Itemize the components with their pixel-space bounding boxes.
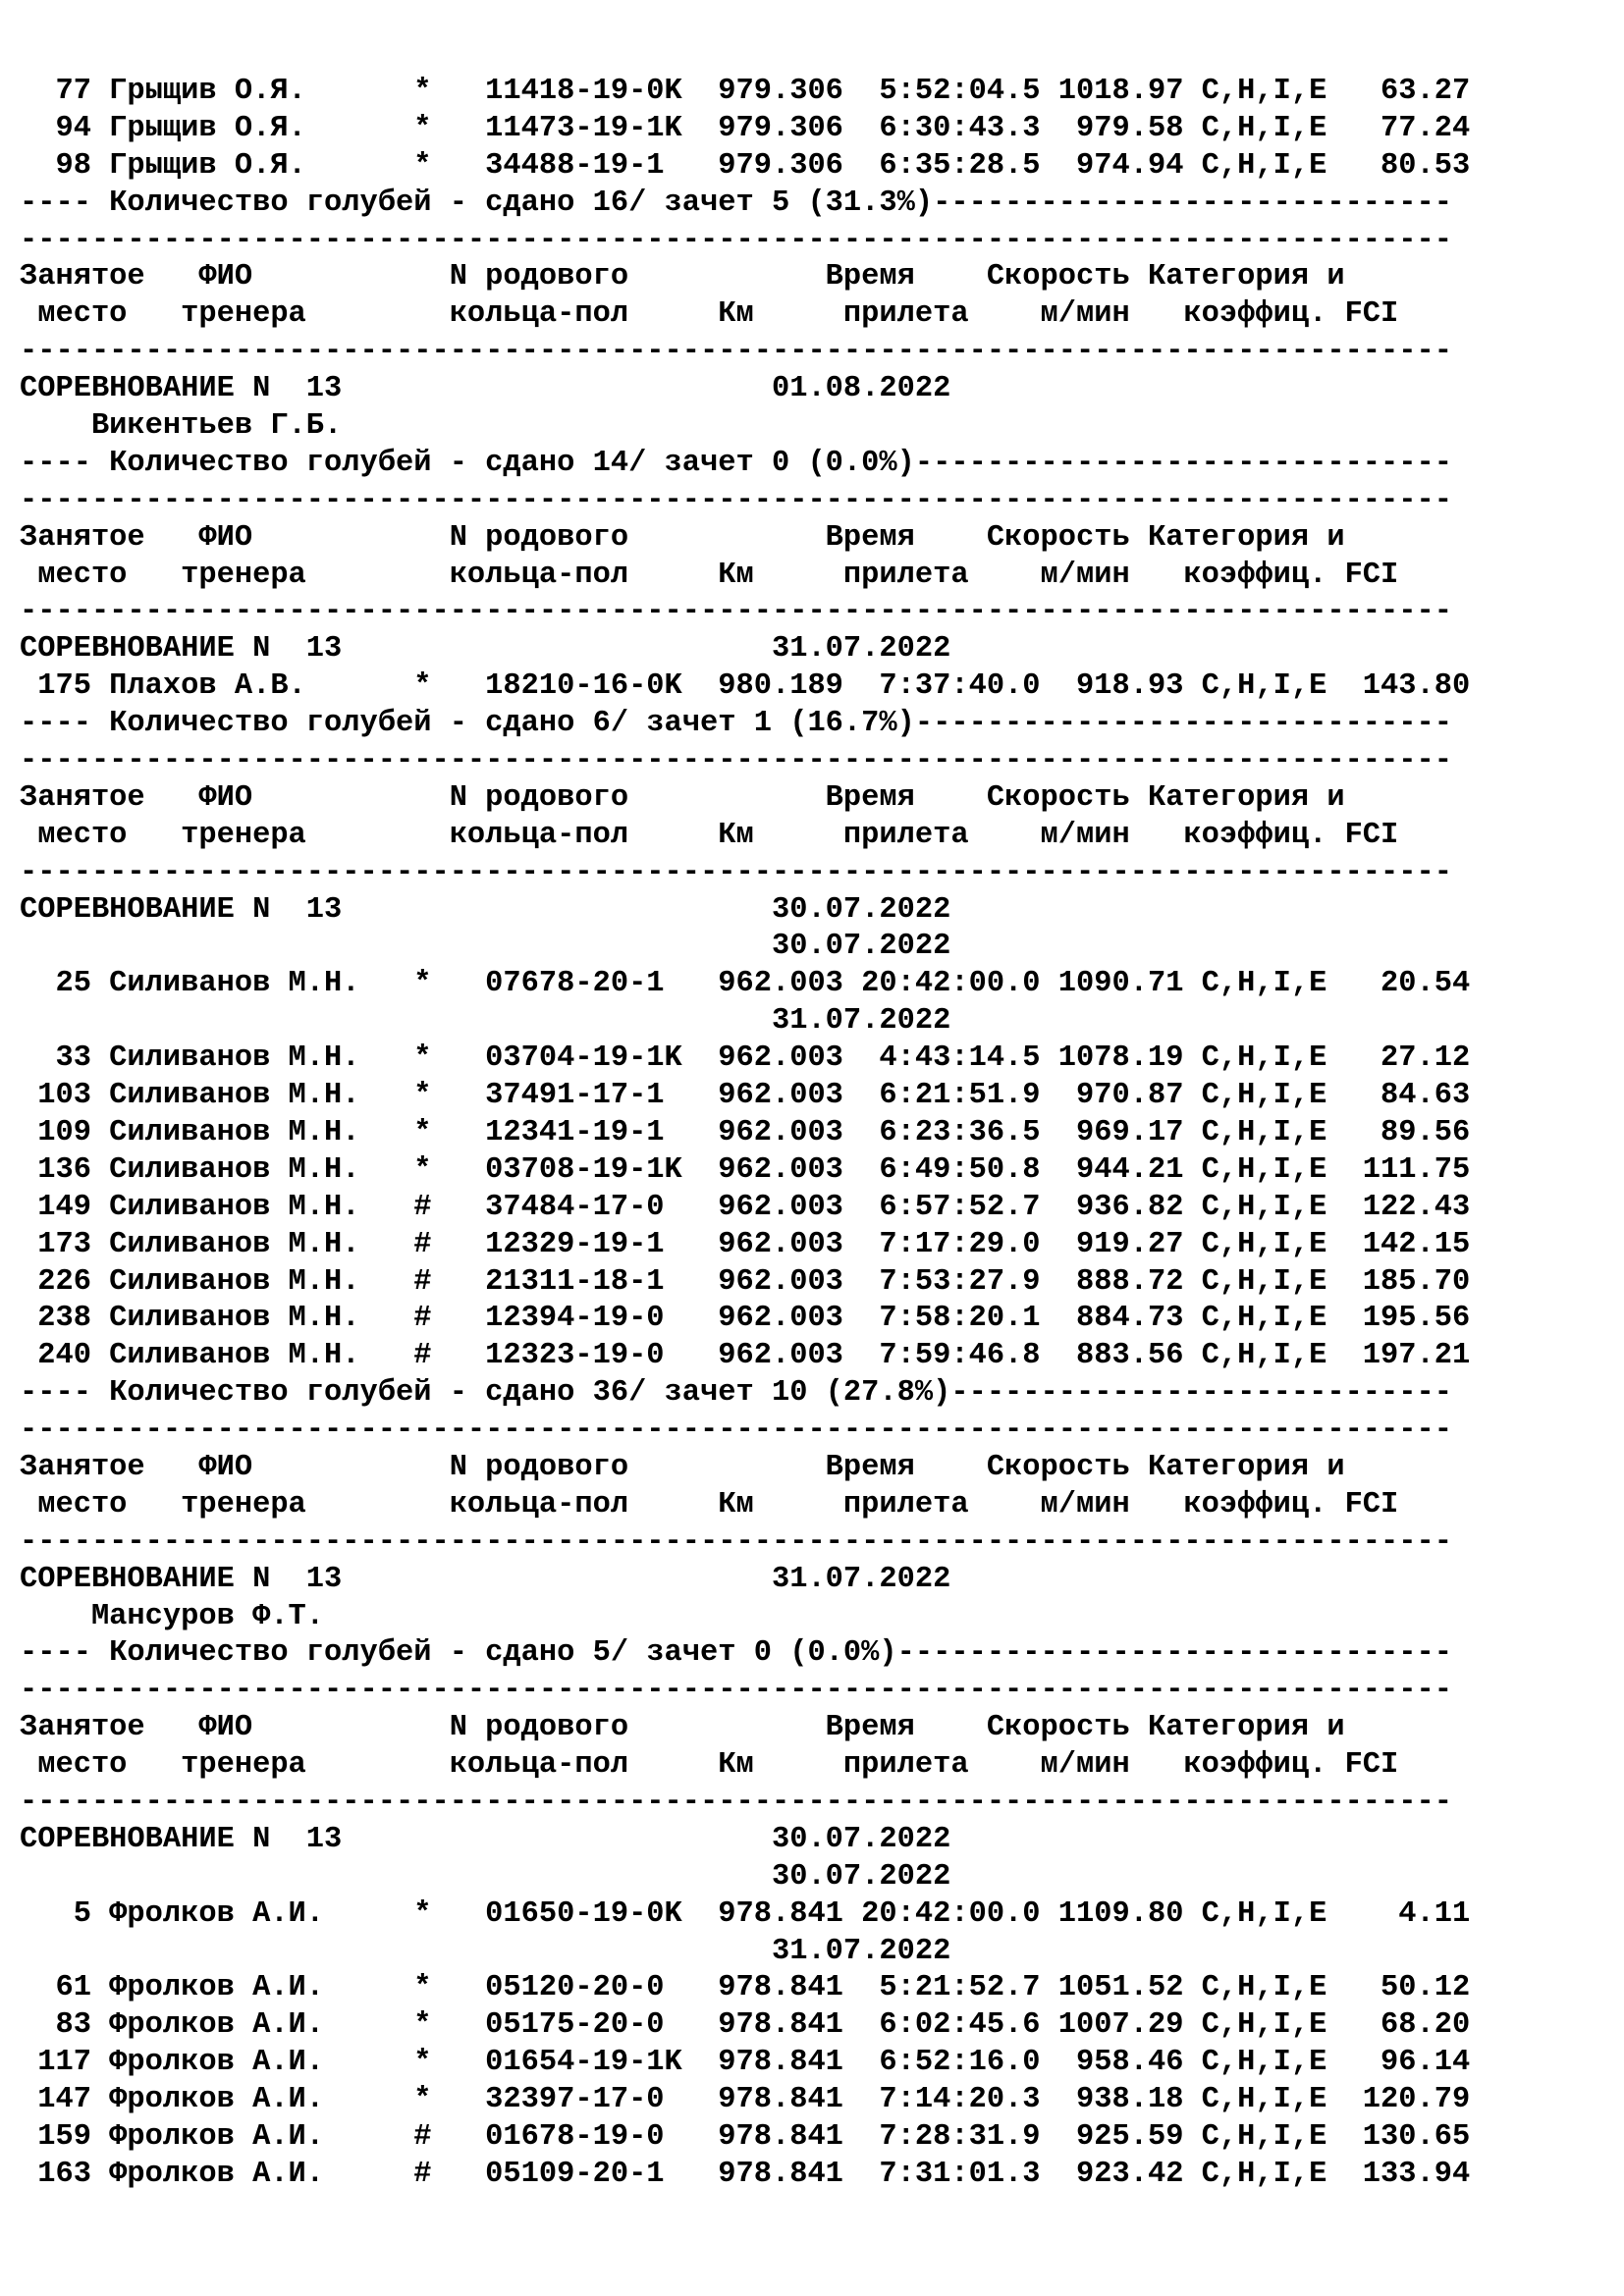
report-line: Занятое ФИО N родового Время Скорость Категория и: [20, 1450, 1345, 1484]
report-line: ---- Количество голубей - сдано 14/ зачет 0 (0.0%)------------------------------: [20, 446, 1452, 480]
report-line: 94 Грыщив О.Я. * 11473-19-1K 979.306 6:30:43.3 979.58 C,H,I,E 77.24: [20, 111, 1471, 145]
report-line: --------------------------------------------------------------------------------: [20, 1674, 1452, 1708]
report-line: место тренера кольца-пол Км прилета м/мин коэффиц. FCI: [20, 297, 1399, 332]
report-line: СОРЕВНОВАНИЕ N 13 30.07.2022: [20, 1822, 951, 1856]
report-line: 5 Фролков А.И. * 01650-19-0K 978.841 20:42:00.0 1109.80 C,H,I,E 4.11: [20, 1896, 1471, 1931]
report-line: Занятое ФИО N родового Время Скорость Категория и: [20, 260, 1345, 294]
report-line: 163 Фролков А.И. # 05109-20-1 978.841 7:31:01.3 923.42 C,H,I,E 133.94: [20, 2157, 1471, 2191]
report-line: 238 Силиванов М.Н. # 12394-19-0 962.003 7:58:20.1 884.73 C,H,I,E 195.56: [20, 1302, 1471, 1336]
report-line: Викентьев Г.Б.: [20, 409, 343, 444]
report-line: --------------------------------------------------------------------------------: [20, 744, 1452, 778]
report-line: --------------------------------------------------------------------------------: [20, 335, 1452, 369]
report-line: 61 Фролков А.И. * 05120-20-0 978.841 5:21:52.7 1051.52 C,H,I,E 50.12: [20, 1971, 1471, 2005]
report-line: место тренера кольца-пол Км прилета м/мин коэффиц. FCI: [20, 1487, 1399, 1522]
report-line: 109 Силиванов М.Н. * 12341-19-1 962.003 6:23:36.5 969.17 C,H,I,E 89.56: [20, 1115, 1471, 1149]
report-line: --------------------------------------------------------------------------------: [20, 855, 1452, 889]
report-line: 31.07.2022: [20, 1934, 951, 1968]
report-line: Мансуров Ф.Т.: [20, 1599, 325, 1633]
report-line: 25 Силиванов М.Н. * 07678-20-1 962.003 20:42:00.0 1090.71 C,H,I,E 20.54: [20, 967, 1471, 1001]
report-line: 175 Плахов А.В. * 18210-16-0K 980.189 7:37:40.0 918.93 C,H,I,E 143.80: [20, 669, 1471, 704]
report-line: СОРЕВНОВАНИЕ N 13 31.07.2022: [20, 632, 951, 667]
report-line: 147 Фролков А.И. * 32397-17-0 978.841 7:14:20.3 938.18 C,H,I,E 120.79: [20, 2083, 1471, 2117]
report-line: --------------------------------------------------------------------------------: [20, 1524, 1452, 1559]
report-line: --------------------------------------------------------------------------------: [20, 1414, 1452, 1448]
report-line: --------------------------------------------------------------------------------: [20, 223, 1452, 257]
report-line: место тренера кольца-пол Км прилета м/мин коэффиц. FCI: [20, 818, 1399, 852]
report-line: --------------------------------------------------------------------------------: [20, 1785, 1452, 1819]
report-line: Занятое ФИО N родового Время Скорость Категория и: [20, 520, 1345, 555]
report-line: 30.07.2022: [20, 1859, 951, 1894]
report-line: Занятое ФИО N родового Время Скорость Категория и: [20, 780, 1345, 815]
report-line: ---- Количество голубей - сдано 5/ зачет 0 (0.0%)-------------------------------: [20, 1636, 1452, 1671]
report-line: 240 Силиванов М.Н. # 12323-19-0 962.003 7:59:46.8 883.56 C,H,I,E 197.21: [20, 1339, 1471, 1373]
report-line: ---- Количество голубей - сдано 36/ зачет 10 (27.8%)----------------------------: [20, 1376, 1452, 1411]
report-line: 149 Силиванов М.Н. # 37484-17-0 962.003 6:57:52.7 936.82 C,H,I,E 122.43: [20, 1190, 1471, 1224]
report-line: 159 Фролков А.И. # 01678-19-0 978.841 7:28:31.9 925.59 C,H,I,E 130.65: [20, 2119, 1471, 2154]
report-line: 31.07.2022: [20, 1004, 951, 1039]
report-line: --------------------------------------------------------------------------------: [20, 595, 1452, 629]
report-line: 103 Силиванов М.Н. * 37491-17-1 962.003 6:21:51.9 970.87 C,H,I,E 84.63: [20, 1079, 1471, 1113]
report-line: 30.07.2022: [20, 930, 951, 964]
report-line: место тренера кольца-пол Км прилета м/мин коэффиц. FCI: [20, 1748, 1399, 1783]
report-line: 83 Фролков А.И. * 05175-20-0 978.841 6:02:45.6 1007.29 C,H,I,E 68.20: [20, 2008, 1471, 2043]
report-line: СОРЕВНОВАНИЕ N 13 01.08.2022: [20, 372, 951, 406]
report-line: СОРЕВНОВАНИЕ N 13 30.07.2022: [20, 892, 951, 927]
report-line: --------------------------------------------------------------------------------: [20, 483, 1452, 517]
report-line: 33 Силиванов М.Н. * 03704-19-1K 962.003 4:43:14.5 1078.19 C,H,I,E 27.12: [20, 1041, 1471, 1076]
report-line: ---- Количество голубей - сдано 16/ зачет 5 (31.3%)-----------------------------: [20, 186, 1452, 220]
report-line: 136 Силиванов М.Н. * 03708-19-1K 962.003 6:49:50.8 944.21 C,H,I,E 111.75: [20, 1152, 1471, 1187]
report-line: 98 Грыщив О.Я. * 34488-19-1 979.306 6:35:28.5 974.94 C,H,I,E 80.53: [20, 148, 1471, 183]
report-line: 77 Грыщив О.Я. * 11418-19-0K 979.306 5:52:04.5 1018.97 C,H,I,E 63.27: [20, 75, 1471, 108]
results-report: [20, 74, 1470, 2194]
report-line: 226 Силиванов М.Н. # 21311-18-1 962.003 7:53:27.9 888.72 C,H,I,E 185.70: [20, 1264, 1471, 1299]
report-line: СОРЕВНОВАНИЕ N 13 31.07.2022: [20, 1562, 951, 1596]
report-line: Занятое ФИО N родового Время Скорость Категория и: [20, 1711, 1345, 1745]
report-line: 173 Силиванов М.Н. # 12329-19-1 962.003 7:17:29.0 919.27 C,H,I,E 142.15: [20, 1227, 1471, 1261]
report-line: ---- Количество голубей - сдано 6/ зачет 1 (16.7%)------------------------------: [20, 707, 1452, 741]
report-line: 117 Фролков А.И. * 01654-19-1K 978.841 6:52:16.0 958.46 C,H,I,E 96.14: [20, 2046, 1471, 2080]
report-line: место тренера кольца-пол Км прилета м/мин коэффиц. FCI: [20, 558, 1399, 592]
